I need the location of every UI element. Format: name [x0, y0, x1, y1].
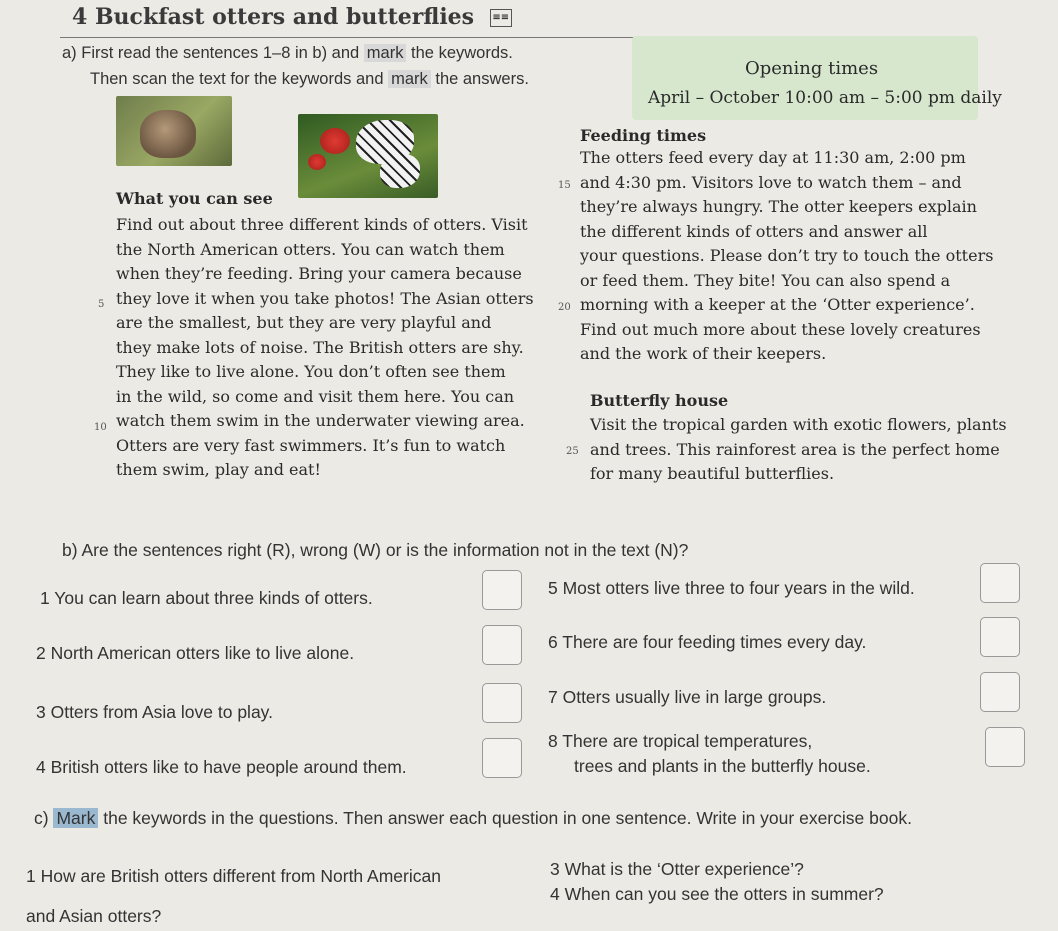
flower-shape: [308, 154, 326, 170]
question-1-line2: and Asian otters?: [26, 906, 162, 926]
question-3: 3 What is the ‘Otter experience’?: [550, 859, 804, 879]
part-a-line1-pre: First read the sentences 1–8 in b) and: [81, 44, 360, 62]
answer-box-1[interactable]: [482, 570, 522, 610]
text-line: them swim, play and eat!: [116, 460, 321, 479]
part-c-instruction: [34, 808, 912, 829]
answer-box-8[interactable]: [985, 727, 1025, 767]
text-line: they love it when you take photos! The Asian otters: [116, 288, 534, 308]
text-line: or feed them. They bite! You can also spend a: [580, 270, 951, 290]
statement-2: 2 North American otters like to live alone.: [36, 643, 355, 663]
mark-highlight: mark: [388, 70, 431, 88]
what-you-can-see-heading: What you can see: [116, 189, 273, 208]
butterfly-house-text: [590, 413, 1010, 487]
text-line: Find out much more about these lovely creatures: [580, 319, 981, 339]
line-number: 15: [558, 180, 571, 191]
text-line: for many beautiful butterflies.: [590, 464, 835, 483]
part-a-line1-post: the keywords.: [411, 44, 513, 62]
statement-1: 1 You can learn about three kinds of otters.: [40, 588, 373, 608]
text-line: in the wild, so come and visit them here. You can: [116, 386, 515, 406]
statement-3: 3 Otters from Asia love to play.: [36, 702, 273, 722]
answer-box-4[interactable]: [482, 738, 522, 778]
text-line: and the work of their keepers.: [580, 344, 827, 363]
opening-times-title: Opening times: [745, 58, 879, 79]
statement-8-line2: trees and plants in the butterfly house.: [574, 756, 871, 776]
answer-box-7[interactable]: [980, 672, 1020, 712]
part-a-line2: [90, 70, 529, 89]
statement-4: 4 British otters like to have people around them.: [36, 757, 407, 777]
audio-track-icon: ≡≡: [490, 9, 512, 27]
line-number: 20: [558, 302, 571, 313]
text-line: watch them swim in the underwater viewing area.: [116, 411, 525, 430]
feeding-times-heading: Feeding times: [580, 126, 707, 145]
line-number: 25: [566, 446, 579, 457]
answer-box-6[interactable]: [980, 617, 1020, 657]
part-a-label: a): [62, 44, 77, 62]
text-line: and trees. This rainforest area is the perfect home: [590, 439, 1000, 459]
statement-5: 5 Most otters live three to four years in the wild.: [548, 578, 915, 598]
question-4: 4 When can you see the otters in summer?: [550, 884, 884, 904]
answer-box-2[interactable]: [482, 625, 522, 665]
butterfly-wing-shape: [380, 154, 420, 188]
part-b-question: b) Are the sentences right (R), wrong (W) or is the information not in the text (N)?: [62, 540, 689, 560]
statement-8-line1: 8 There are tropical temperatures,: [548, 731, 813, 751]
text-line: when they’re feeding. Bring your camera because: [116, 264, 522, 283]
answer-box-3[interactable]: [482, 683, 522, 723]
what-you-can-see-text: [116, 213, 536, 483]
text-line: Visit the tropical garden with exotic flowers, plants: [590, 415, 1007, 434]
part-a-line2-post: the answers.: [435, 70, 529, 88]
text-line: the different kinds of otters and answer all: [580, 221, 928, 241]
mark-highlight: Mark: [53, 808, 98, 828]
part-a-line1: [62, 44, 513, 63]
mark-highlight: mark: [364, 44, 407, 62]
answer-box-5[interactable]: [980, 563, 1020, 603]
title-text: 4 Buckfast otters and butterflies: [72, 4, 475, 30]
text-line: morning with a keeper at the ‘Otter experience’.: [580, 295, 975, 314]
text-line: the North American otters. You can watch them: [116, 239, 505, 259]
text-line: Otters are very fast swimmers. It’s fun to watch: [116, 435, 506, 455]
part-c-label: c): [34, 808, 49, 828]
text-line: they’re always hungry. The otter keepers explain: [580, 197, 977, 216]
line-number: 5: [98, 299, 105, 310]
text-line: they make lots of noise. The British otters are shy.: [116, 337, 524, 357]
statement-6: 6 There are four feeding times every day.: [548, 632, 867, 652]
question-1-line1: 1 How are British otters different from North American: [26, 866, 441, 886]
part-c-text: the keywords in the questions. Then answer each question in one sentence. Write in your exercise book.: [103, 808, 912, 828]
feeding-times-text: [580, 146, 1010, 367]
statement-7: 7 Otters usually live in large groups.: [548, 687, 827, 707]
text-line: are the smallest, but they are very playful and: [116, 313, 492, 332]
line-number: 10: [94, 422, 107, 433]
otter-head-shape: [140, 110, 196, 158]
text-line: The otters feed every day at 11:30 am, 2:00 pm: [580, 148, 966, 167]
otter-photo: [116, 96, 232, 166]
text-line: Find out about three different kinds of otters. Visit: [116, 215, 528, 234]
flower-shape: [320, 128, 350, 154]
butterfly-photo: [298, 114, 438, 198]
butterfly-house-heading: Butterfly house: [590, 391, 729, 410]
part-a-line2-pre: Then scan the text for the keywords and: [90, 70, 384, 88]
text-line: and 4:30 pm. Visitors love to watch them – and: [580, 172, 962, 192]
text-line: They like to live alone. You don’t often see them: [116, 362, 506, 381]
opening-times-text: April – October 10:00 am – 5:00 pm daily: [648, 88, 1002, 108]
text-line: your questions. Please don’t try to touch the otters: [580, 246, 994, 265]
page-title: [72, 4, 512, 30]
